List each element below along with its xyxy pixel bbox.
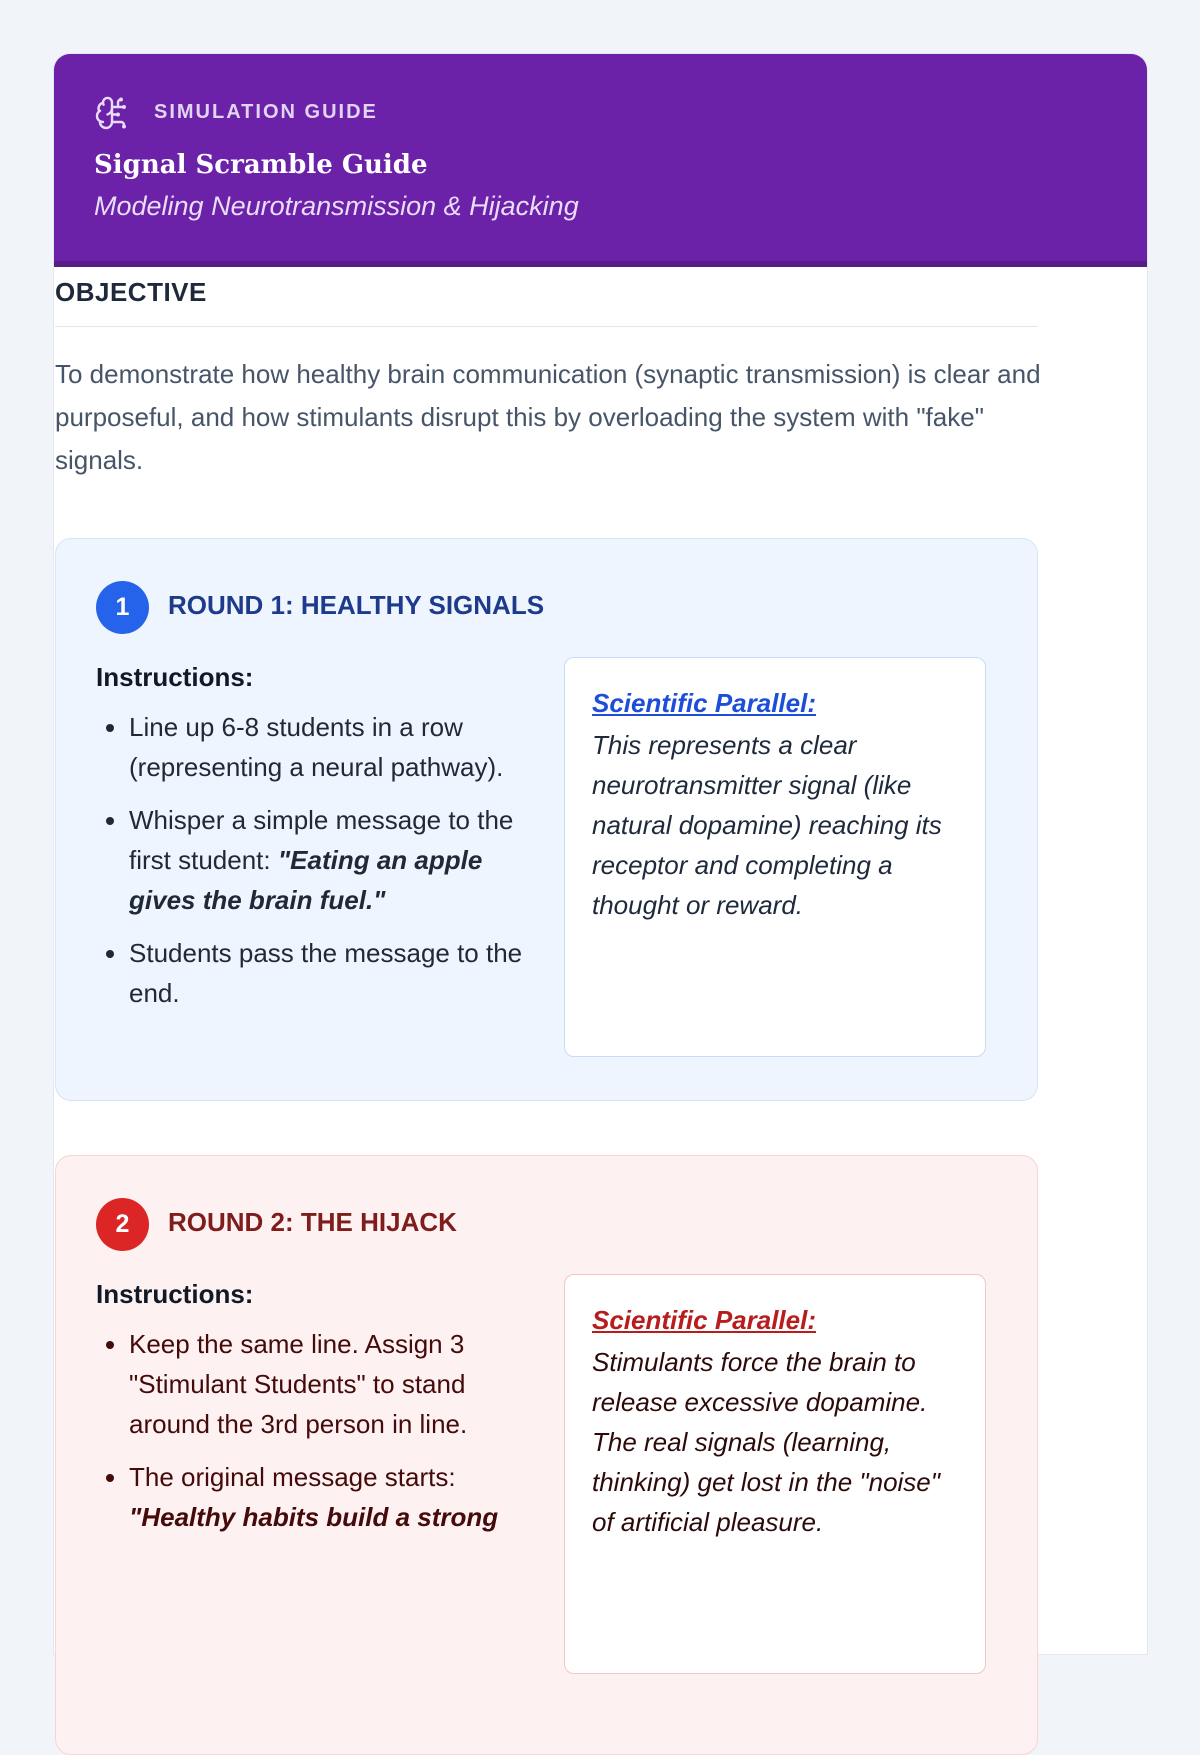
round-2-title: ROUND 2: THE HIJACK [168,1207,457,1237]
round-1-parallel-heading: Scientific Parallel: [592,688,816,718]
objective-divider [55,326,1038,327]
round-1-parallel-box [564,657,986,1057]
round-2-parallel-text: Stimulants force the brain to release excessive dopamine. The real signals (learning, thinking) get lost in the "noise" of artificial pleasure. [592,1347,940,1537]
round-2-step-text: The original message starts: [129,1462,456,1492]
round-2-quote: "Healthy habits build a strong [129,1502,499,1532]
round-2-badge: 2 [96,1198,149,1251]
round-1-step [129,707,549,787]
round-1-badge: 1 [96,581,149,634]
round-2-step-text: Keep the same line. Assign 3 "Stimulant Students" to stand around the 3rd person in line. [129,1329,468,1439]
round-2-parallel-box [564,1274,986,1674]
page-title: Signal Scramble Guide [94,150,428,180]
round-2-step [129,1324,549,1444]
round-1-step-text: Students pass the message to the end. [129,938,523,1008]
round-1-step-text: Whisper a simple message to the first student: [129,805,514,875]
objective-text: To demonstrate how healthy brain communication (synaptic transmission) is clear and purposeful, and how stimulants disrupt this by overloading the system with "fake" signals. [55,359,1041,475]
round-1-step [129,933,549,1013]
round-2-card [55,1155,1038,1755]
round-1-quote: "Eating an apple gives the brain fuel." [129,845,483,915]
guide-header [54,54,1147,267]
round-2-step [129,1457,549,1537]
round-1-steps [96,707,549,1026]
round-1-card [55,538,1038,1101]
objective-title: OBJECTIVE [55,277,207,307]
page-subtitle: Modeling Neurotransmission & Hijacking [94,191,579,221]
round-2-parallel-heading: Scientific Parallel: [592,1305,816,1335]
round-1-instructions-label: Instructions: [96,662,254,692]
round-2-steps [96,1324,549,1550]
brain-icon [94,95,130,131]
round-2-instructions-label: Instructions: [96,1279,254,1309]
header-eyebrow: SIMULATION GUIDE [154,101,378,123]
round-1-parallel-text: This represents a clear neurotransmitter signal (like natural dopamine) reaching its receptor and completing a thought or reward. [592,730,942,920]
round-1-title: ROUND 1: HEALTHY SIGNALS [168,590,545,620]
round-1-step-text: Line up 6-8 students in a row (representing a neural pathway). [129,712,504,782]
round-1-step [129,800,549,920]
